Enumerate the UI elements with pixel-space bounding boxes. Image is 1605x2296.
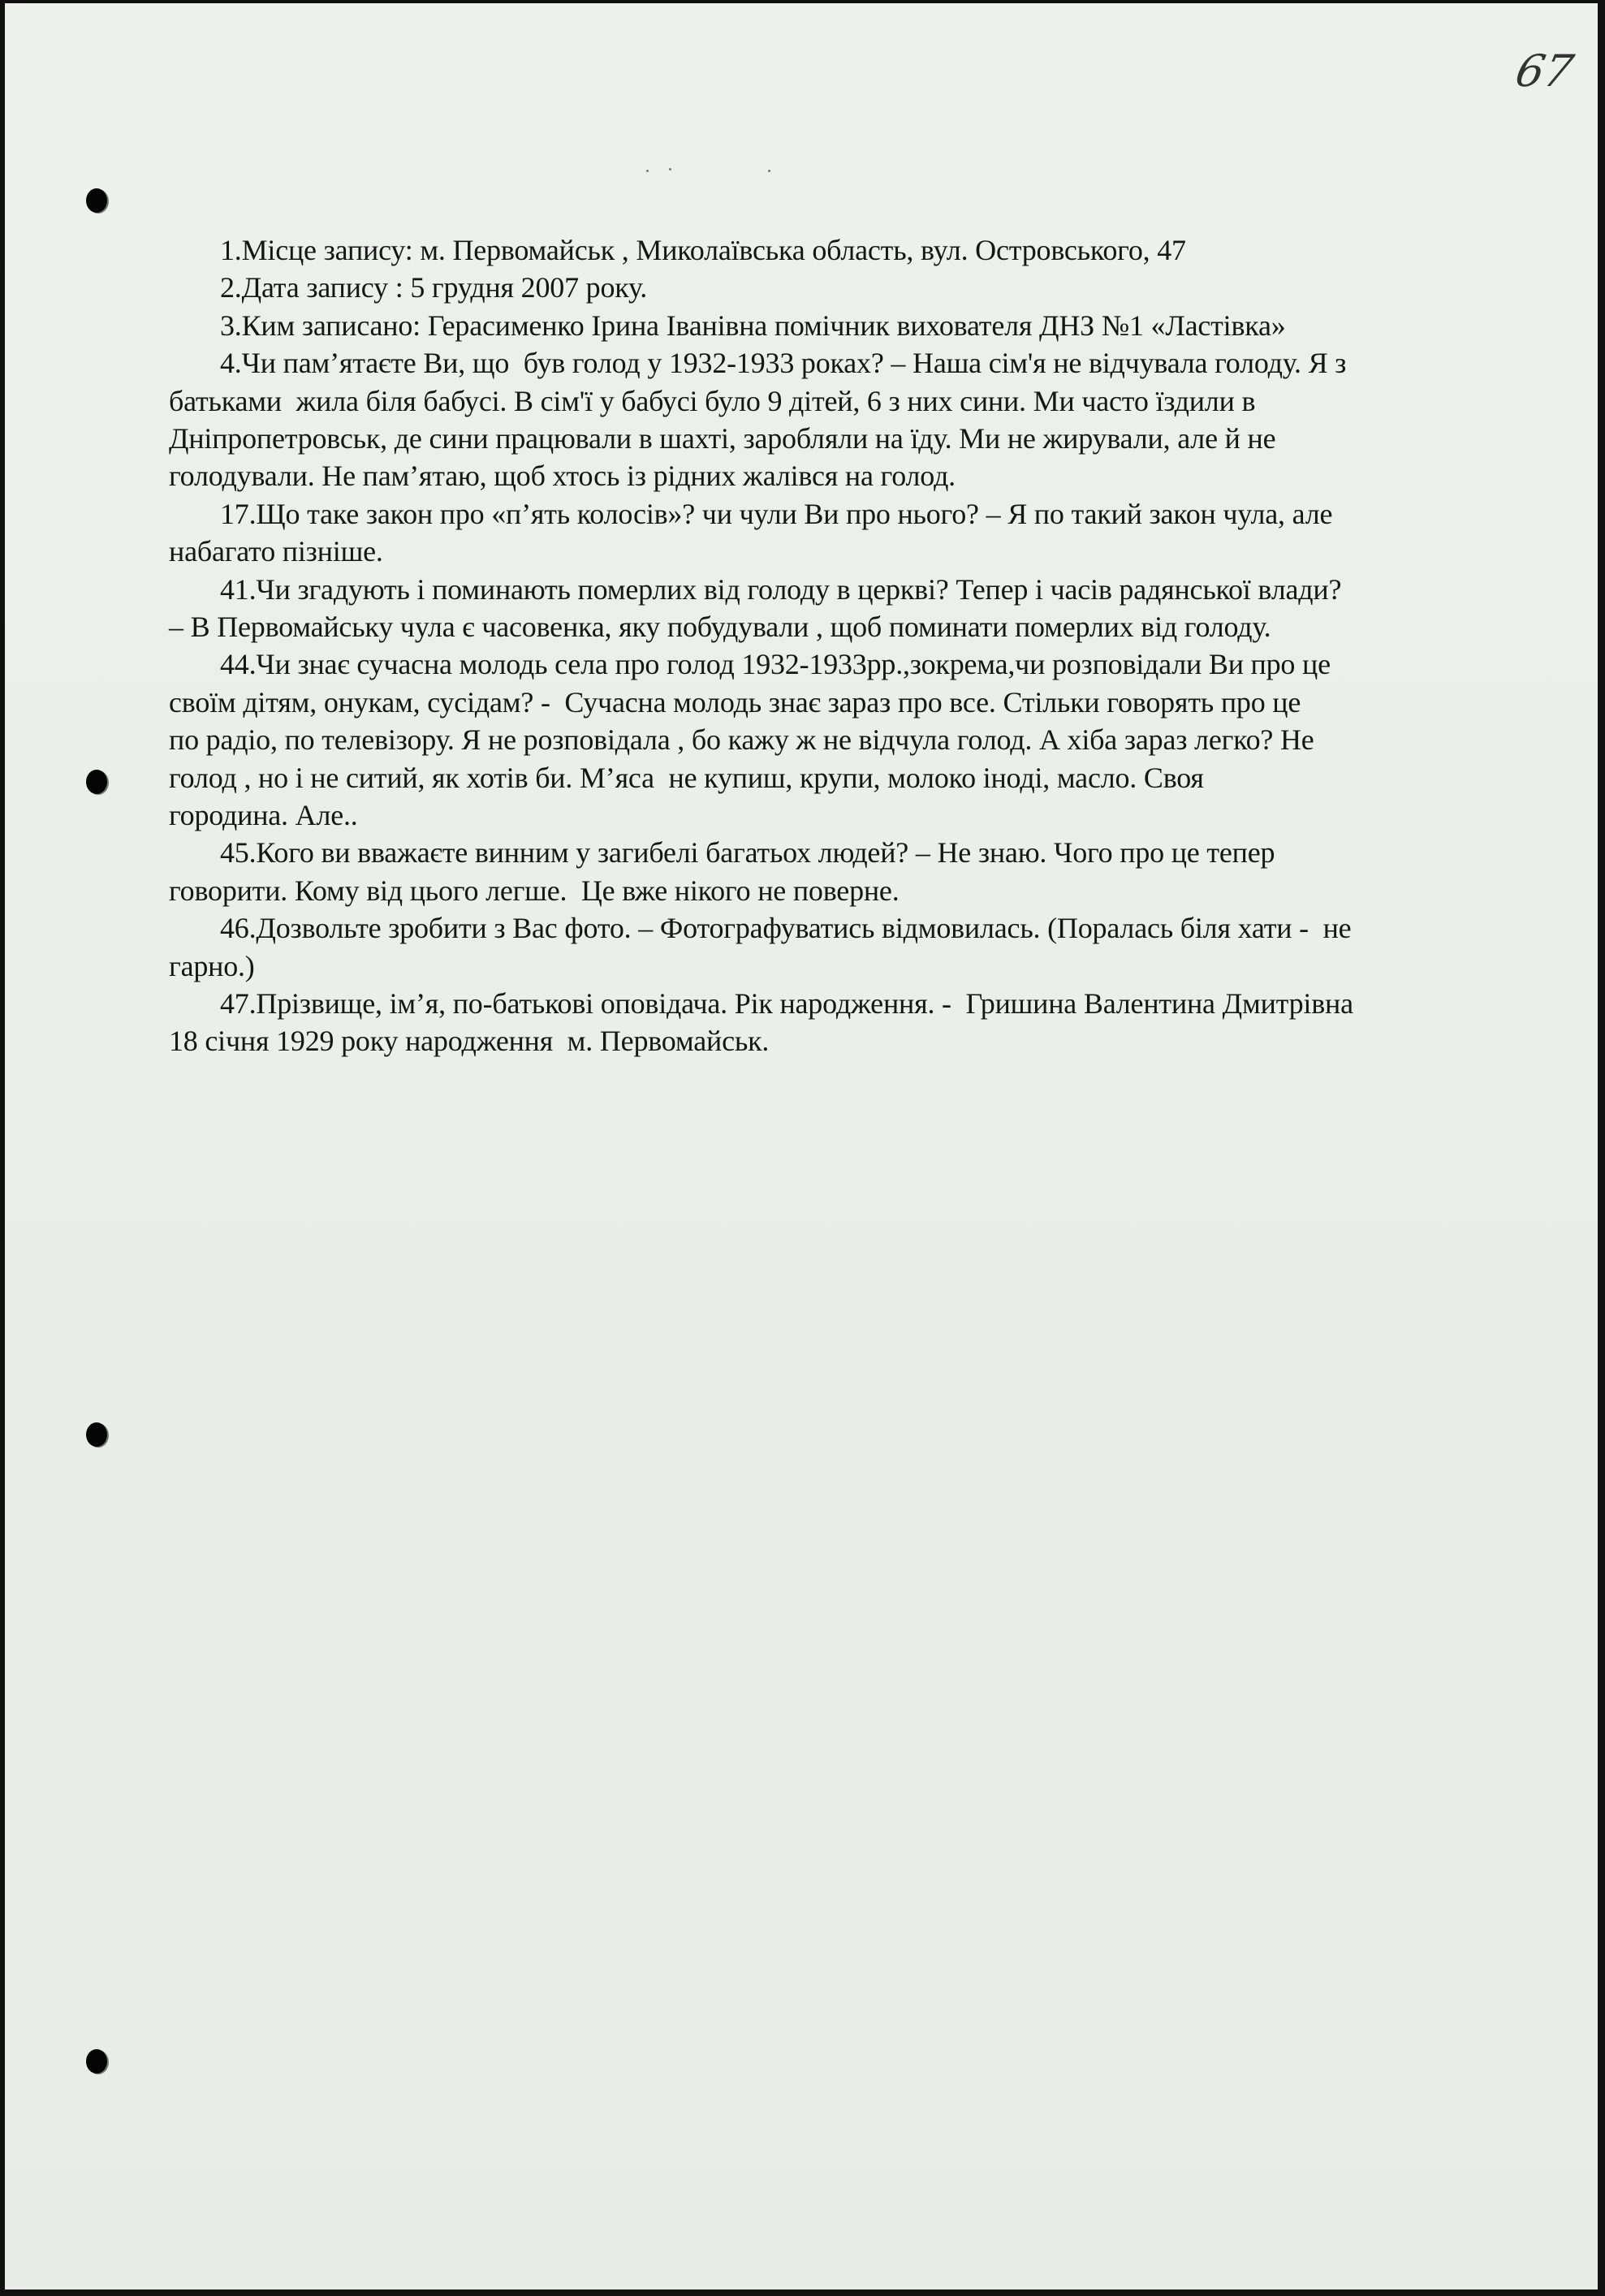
- text-line: 44.Чи знає сучасна молодь села про голод 1932-1933рр.,зокрема,чи розповідали Ви про це: [220, 648, 1331, 681]
- text-line: Дніпропетровськ, де сини працювали в шахті, заробляли на їду. Ми не жирували, але й не: [169, 422, 1276, 455]
- text-line: 45.Кого ви вважаєте винним у загибелі багатьох людей? – Не знаю. Чого про це тепер: [220, 836, 1275, 870]
- handwritten-page-number: 67: [1511, 45, 1578, 97]
- text-line: говорити. Кому від цього легше. Це вже нікого не поверне.: [169, 874, 900, 907]
- text-line: 17.Що таке закон про «п’ять колосів»? чи чули Ви про нього? – Я по такий закон чула, але: [220, 497, 1333, 530]
- text-line: 1.Місце запису: м. Первомайськ , Миколаївська область, вул. Островського, 47: [220, 234, 1186, 266]
- punch-hole: [86, 770, 107, 794]
- text-line: городина. Але..: [169, 799, 358, 831]
- text-line: гарно.): [169, 949, 255, 982]
- text-line: батьками жила біля бабусі. В сім'ї у бабусі було 9 дітей, 6 з них сини. Ми часто їздили в: [169, 384, 1256, 417]
- speck: [646, 170, 649, 172]
- punch-hole: [86, 188, 107, 213]
- text-line: своїм дітям, онукам, сусідам? - Сучасна молодь знає зараз про все. Стільки говорять про це: [169, 685, 1301, 719]
- text-line: 41.Чи згадують і поминають померлих від голоду в церкві? Тепер і часів радянської влади?: [220, 572, 1342, 606]
- text-line: 47.Прізвище, ім’я, по-батькові оповідача. Рік народження. - Гришина Валентина Дмитрівна: [220, 987, 1353, 1020]
- text-line: 18 січня 1929 року народження м. Первомайськ.: [169, 1025, 770, 1058]
- document-page: [5, 3, 1598, 2290]
- text-line: 2.Дата запису : 5 грудня 2007 року.: [220, 271, 648, 304]
- punch-hole: [86, 1422, 107, 1447]
- text-line: – В Первомайську чула є часовенка, яку побудували , щоб поминати померлих від голоду.: [169, 611, 1271, 643]
- speck: [768, 170, 770, 172]
- punch-hole: [86, 2049, 107, 2074]
- text-line: 4.Чи пам’ятаєте Ви, що був голод у 1932-1933 роках? – Наша сім'я не відчувала голоду. Я з: [220, 347, 1347, 380]
- text-line: голодували. Не пам’ятаю, щоб хтось із рідних жалівся на голод.: [169, 460, 956, 493]
- text-line: по радіо, по телевізору. Я не розповідала , бо кажу ж не відчула голод. А хіба зараз легко? Не: [169, 723, 1314, 757]
- text-line: набагато пізніше.: [169, 535, 383, 568]
- text-line: голод , но і не ситий, як хотів би. М’яса не купиш, крупи, молоко іноді, масло. Своя: [169, 761, 1204, 794]
- speck: [669, 168, 671, 170]
- text-line: 46.Дозвольте зробити з Вас фото. – Фотографуватись відмовилась. (Поралась біля хати - не: [220, 912, 1352, 945]
- text-line: 3.Ким записано: Герасименко Ірина Іванівна помічник вихователя ДНЗ №1 «Ластівка»: [220, 309, 1286, 342]
